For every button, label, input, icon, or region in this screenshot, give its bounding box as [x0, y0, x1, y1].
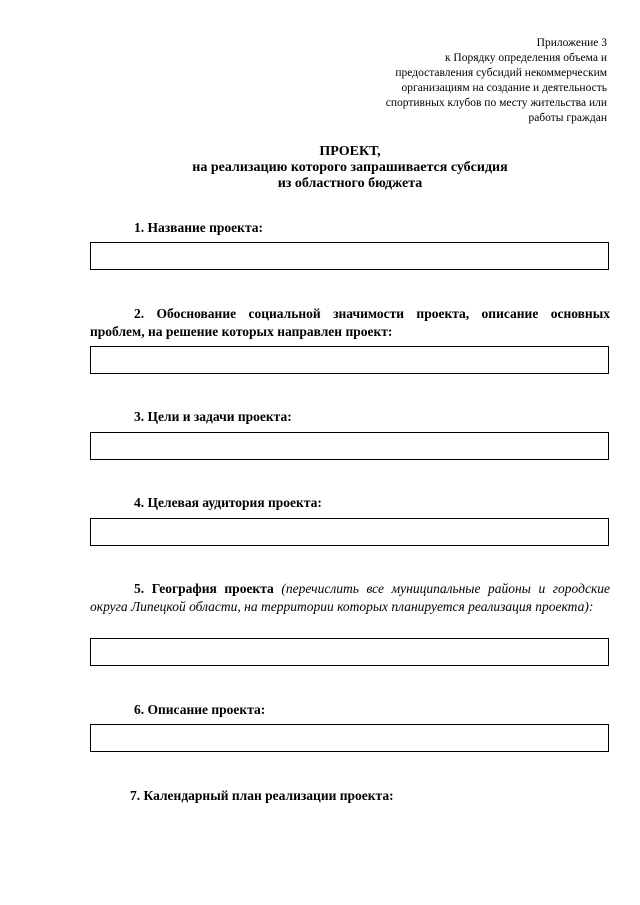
section-heading-text: 7. Календарный план реализации проекта: — [130, 788, 394, 803]
annex-note — [307, 36, 607, 126]
section-heading-text: 1. Название проекта: — [134, 220, 263, 235]
section-heading-note: (перечислить все муниципальные районы и городские округа Липецкой области, на территории которых планируется реализация проекта): — [90, 581, 611, 614]
section-heading-project-name — [90, 219, 610, 237]
section-heading-text: 5. География проекта — [134, 581, 274, 596]
section-heading-description — [90, 701, 610, 719]
section-heading-calendar-plan — [90, 787, 610, 805]
target-audience-field[interactable] — [90, 518, 609, 546]
section-heading-text: 2. Обоснование социальной значимости проекта, описание основных проблем, на решение которых направлен проект: — [90, 306, 610, 339]
section-heading-target-audience — [90, 494, 610, 512]
section-heading-text: 4. Целевая аудитория проекта: — [134, 495, 322, 510]
annex-line: Приложение 3 — [536, 37, 607, 49]
section-heading-social-significance — [90, 305, 610, 341]
title-line: ПРОЕКТ, — [319, 144, 381, 159]
document-title — [90, 144, 610, 192]
title-line: из областного бюджета — [277, 176, 423, 191]
title-line: на реализацию которого запрашивается субсидия — [192, 160, 508, 175]
annex-line: предоставления субсидий некоммерческим — [395, 67, 607, 79]
annex-line: к Порядку определения объема и — [444, 52, 607, 64]
section-heading-text: 3. Цели и задачи проекта: — [134, 409, 292, 424]
social-significance-field[interactable] — [90, 346, 609, 374]
annex-line: работы граждан — [528, 112, 607, 124]
annex-line: спортивных клубов по месту жительства или — [385, 97, 607, 109]
geography-field[interactable] — [90, 638, 609, 666]
goals-field[interactable] — [90, 432, 609, 460]
section-heading-geography — [90, 580, 610, 616]
section-heading-text: 6. Описание проекта: — [134, 702, 266, 717]
project-name-field[interactable] — [90, 242, 609, 270]
annex-line: организациям на создание и деятельность — [401, 82, 607, 94]
description-field[interactable] — [90, 724, 609, 752]
section-heading-goals — [90, 408, 610, 426]
